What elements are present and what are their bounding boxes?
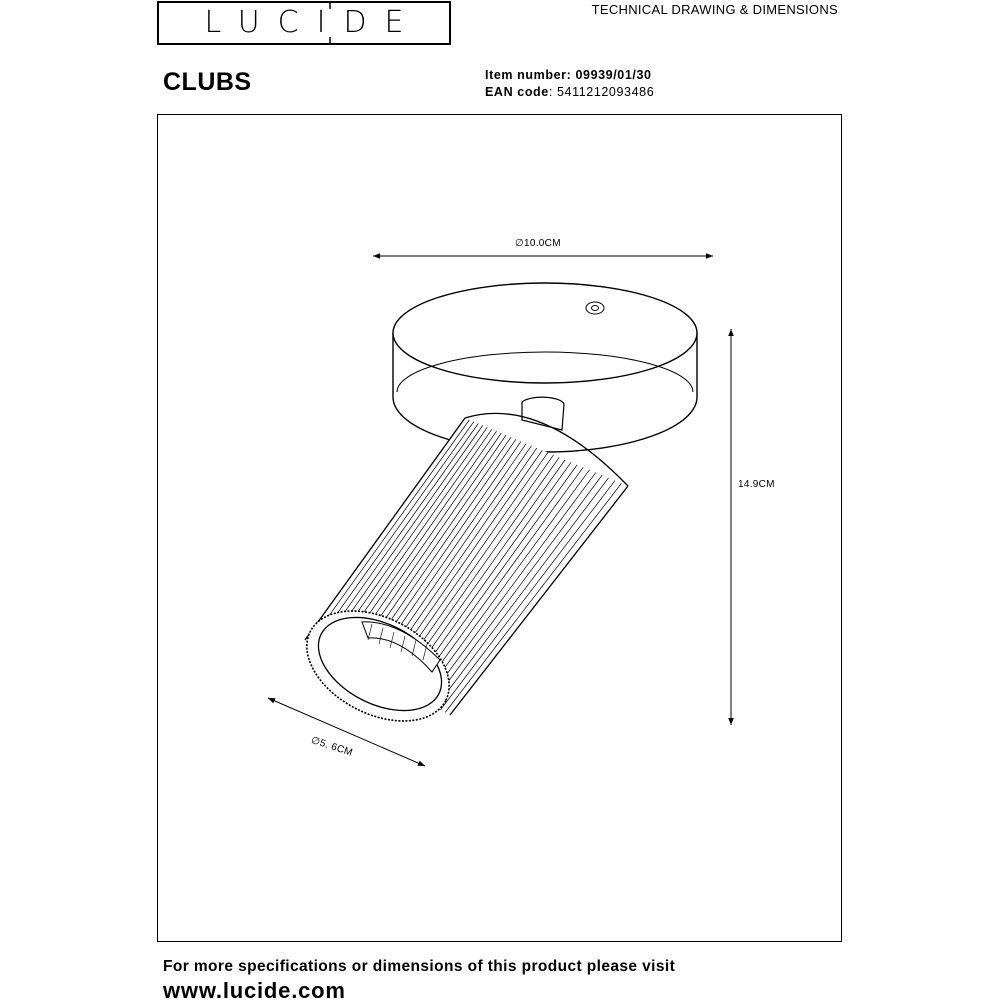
ceiling-base <box>393 283 697 452</box>
ean-label: EAN code <box>485 85 549 99</box>
logo-wordmark: LUCIDE <box>204 5 422 40</box>
footer-text: For more specifications or dimensions of this product please visit <box>163 958 676 975</box>
item-number-value: 09939/01/30 <box>575 68 652 82</box>
item-number-label: Item number <box>485 68 567 82</box>
height-label: 14.9CM <box>738 479 775 490</box>
base-diameter-label: ∅10.0CM <box>515 238 561 249</box>
ean-separator: : <box>548 85 557 99</box>
item-number-separator: : <box>566 68 576 82</box>
ean-value: 5411212093486 <box>557 85 655 99</box>
website-link[interactable]: www.lucide.com <box>163 978 346 1003</box>
tube-diameter-label: ∅5. 6CM <box>309 735 354 759</box>
document-type: TECHNICAL DRAWING & DIMENSIONS <box>591 2 838 17</box>
product-name: CLUBS <box>163 68 252 96</box>
